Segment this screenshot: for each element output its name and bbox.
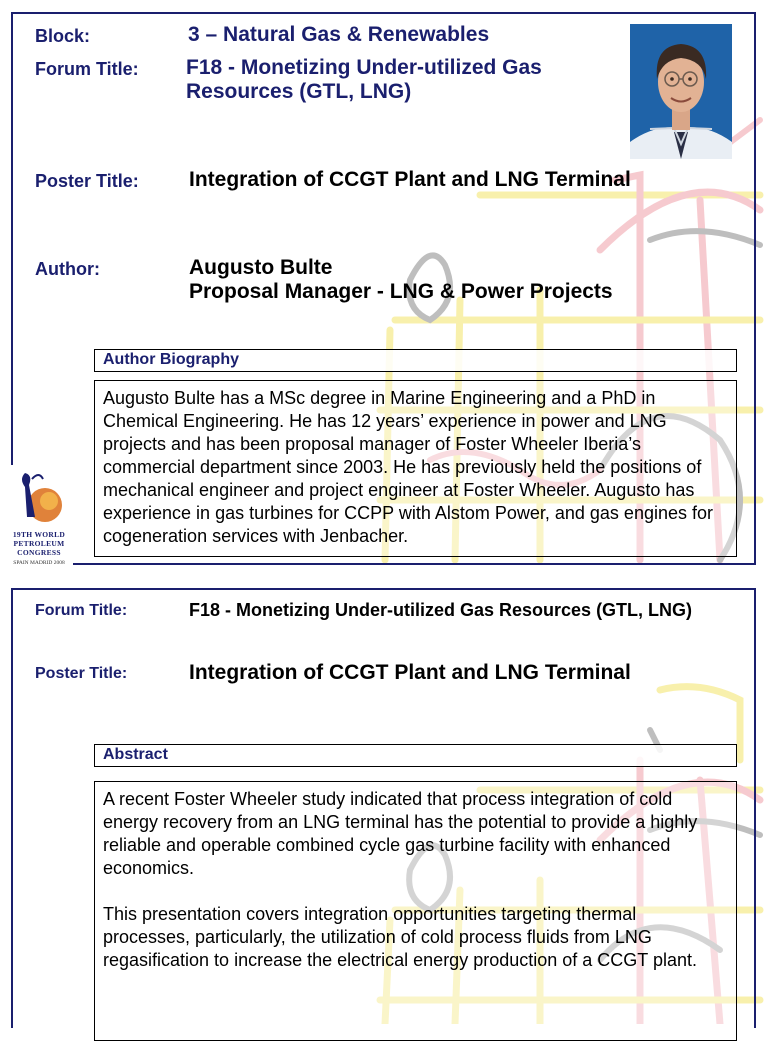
congress-emblem-icon (5, 465, 73, 525)
author-details (189, 256, 613, 304)
author-label: Author: (35, 259, 100, 279)
author-biography-heading: Author Biography (94, 349, 737, 372)
author-role: Proposal Manager - LNG & Power Projects (189, 280, 613, 303)
forum-title-label-2: Forum Title: (35, 602, 128, 619)
abstract-box (94, 781, 737, 1041)
poster-title-value: Integration of CCGT Plant and LNG Terminal (189, 168, 631, 191)
abstract-paragraph-1: A recent Foster Wheeler study indicated that process integration of cold energy recovery from an LNG terminal has the potential to provide a highly reliable and operable combined cycle gas turbine facility with enhanced economics. (103, 789, 698, 878)
block-label: Block: (35, 26, 91, 46)
abstract-paragraph-2: This presentation covers integration opportunities targeting thermal processes, particularly, the utilization of cold process fluids from LNG regasification to increase the electrical energy production of a CCGT plant. (103, 904, 697, 970)
author-name: Augusto Bulte (189, 256, 333, 279)
author-biography-box (94, 380, 737, 557)
poster-title-value-2: Integration of CCGT Plant and LNG Terminal (189, 661, 631, 684)
abstract-heading: Abstract (94, 744, 737, 767)
forum-title-line-1: F18 - Monetizing Under-utilized Gas (186, 56, 542, 79)
logo-line-4: SPAIN MADRID 2008 (13, 560, 65, 566)
poster-title-label-2: Poster Title: (35, 665, 128, 682)
author-photo (630, 24, 732, 159)
world-petroleum-congress-logo (5, 465, 73, 571)
logo-line-3: CONGRESS (17, 548, 61, 557)
author-biography-text: Augusto Bulte has a MSc degree in Marine Engineering and a PhD in Chemical Engineering. He has 12 years’ experience in power and LNG projects and has been proposal manager of Foster Wheeler Iberia’s commercial department since 2003. He has previously held the positions of mechanical engineer and project engineer at Foster Wheeler. Augusto has experience in gas turbines for CCPP with Alstom Power, and gas engines for cogeneration services with Jenbacher. (103, 388, 713, 546)
forum-title-label: Forum Title: (35, 59, 139, 79)
logo-line-1: 19TH WORLD (12, 530, 66, 539)
block-value: 3 – Natural Gas & Renewables (188, 23, 490, 46)
author-slide (11, 12, 756, 565)
forum-title-line-2: Resources (GTL, LNG) (186, 80, 412, 103)
forum-title-value (186, 56, 542, 104)
poster-title-label: Poster Title: (35, 171, 139, 191)
abstract-slide (11, 588, 756, 1028)
logo-line-2: PETROLEUM (13, 539, 65, 548)
forum-title-value-2: F18 - Monetizing Under-utilized Gas Resources (GTL, LNG) (189, 600, 693, 620)
